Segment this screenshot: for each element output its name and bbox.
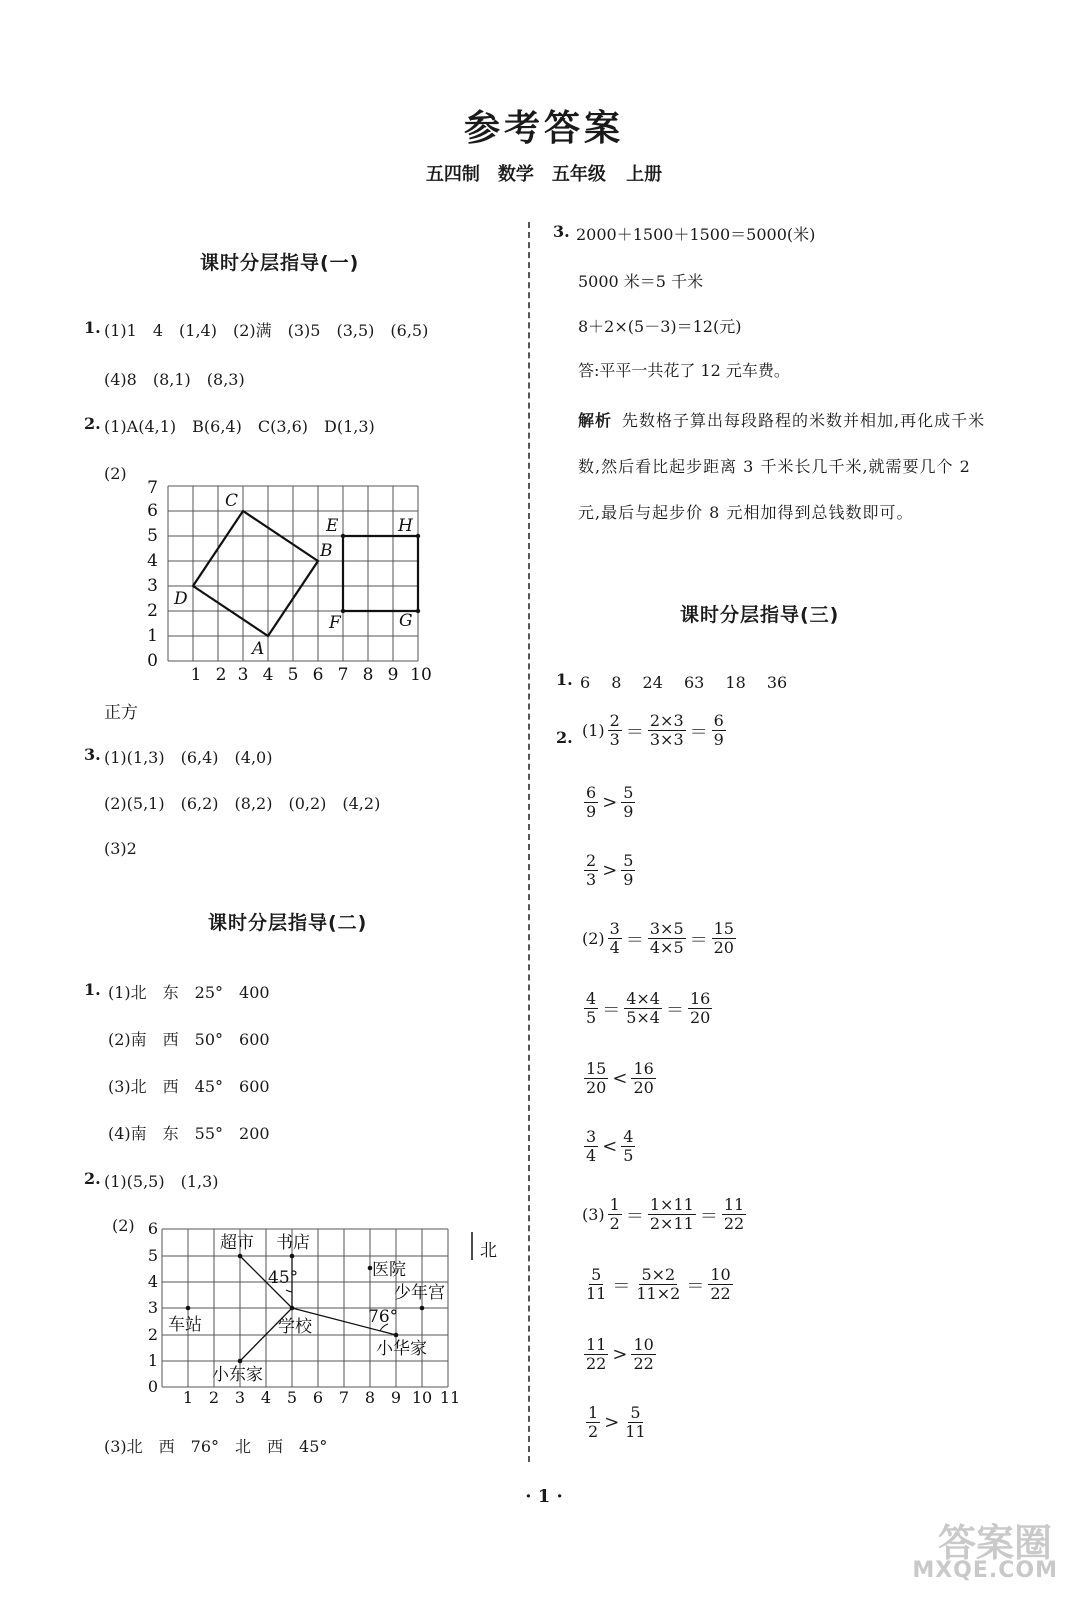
operator: <: [602, 1136, 618, 1158]
answer-line: 正方: [104, 703, 138, 723]
fraction: $\frac{5}{9}$: [623, 851, 634, 890]
answer-line: (1)1 4 (1,4) (2)满 (3)5 (3,5) (6,5): [104, 321, 429, 340]
q-number: 2.: [84, 1169, 101, 1188]
angle-label: 45°: [268, 1268, 299, 1288]
x-tick: 7: [337, 665, 349, 685]
operator: >: [602, 860, 618, 882]
answer-line: (2)南 西 50° 600: [108, 1030, 270, 1049]
section-title-3: 课时分层指导(三): [680, 604, 840, 626]
fraction-comparison: [584, 1128, 635, 1166]
watermark-url: MXQE.COM: [912, 1558, 1058, 1583]
fraction: $\frac{6}{9}$: [713, 711, 724, 750]
fraction: $\frac{2\times 3}{3\times 3}$: [649, 711, 684, 750]
analysis-text: 先数格子算出每段路程的米数并相加,再化成千米数,然后看比起步距离 3 千米长几千米,就需要几个 2 元,最后与起步价 8 元相加得到总钱数即可。: [578, 411, 986, 522]
y-tick: 4: [147, 1272, 158, 1291]
operator: ＝: [625, 721, 644, 743]
square-efgh: [343, 536, 418, 611]
fraction-equation: [582, 1196, 746, 1234]
fraction-comparison: [584, 784, 635, 822]
point-label-f: F: [329, 613, 341, 633]
answer-line: 2000＋1500＋1500＝5000(米): [576, 225, 816, 244]
answer-line: (2): [112, 1216, 135, 1235]
operator: ＝: [625, 1205, 644, 1227]
fraction-comparison: [584, 852, 635, 890]
fraction: $\frac{4}{5}$: [586, 989, 597, 1028]
page-title: 参考答案: [463, 107, 624, 149]
answer-line: (3)北 西 76° 北 西 45°: [104, 1437, 328, 1456]
y-tick: 6: [147, 501, 158, 521]
fraction-equation: [584, 990, 712, 1028]
x-tick: 10: [410, 665, 432, 685]
x-tick: 3: [234, 1388, 246, 1407]
operator: ＝: [602, 999, 621, 1021]
x-tick: 9: [390, 1388, 402, 1407]
answer-line: (3)2: [104, 839, 137, 858]
angle-label: 76°: [368, 1307, 399, 1327]
fraction: $\frac{3}{4}$: [609, 919, 620, 958]
x-tick: 1: [190, 665, 202, 685]
q-number: 2.: [84, 414, 101, 433]
operator: ＝: [625, 929, 644, 951]
fraction: $\frac{10}{22}$: [633, 1335, 654, 1374]
page-subtitle: 五四制 数学 五年级 上册: [425, 164, 663, 185]
section-title-2: 课时分层指导(二): [208, 912, 368, 934]
part-label: (2): [582, 929, 605, 949]
fraction: $\frac{16}{20}$: [689, 989, 711, 1028]
y-tick: 7: [147, 478, 158, 498]
place-school: 学校: [278, 1317, 312, 1337]
fraction: $\frac{10}{22}$: [710, 1265, 731, 1304]
square-abcd: [193, 511, 318, 636]
answer-line: (4)南 东 55° 200: [108, 1124, 270, 1143]
fraction: $\frac{1}{2}$: [609, 1195, 620, 1234]
fraction: $\frac{2}{3}$: [586, 851, 597, 890]
answer-line: 答:平平一共花了 12 元车费。: [578, 361, 790, 380]
x-tick: 5: [287, 665, 299, 685]
north-label: 北: [480, 1241, 497, 1261]
answer-line: 8＋2×(5－3)＝12(元): [578, 317, 742, 336]
x-tick: 11: [439, 1388, 461, 1407]
operator: >: [602, 792, 618, 814]
operator: ＝: [612, 1275, 631, 1297]
x-tick: 9: [387, 665, 399, 685]
point-label-e: E: [326, 516, 339, 536]
analysis-paragraph: [578, 398, 990, 536]
answer-line: 5000 米＝5 千米: [578, 272, 704, 291]
fraction: $\frac{1}{2}$: [588, 1403, 599, 1442]
fraction-equation: [582, 920, 736, 958]
answer-line: (2)(5,1) (6,2) (8,2) (0,2) (4,2): [104, 794, 381, 813]
y-tick: 2: [147, 601, 158, 621]
x-tick: 2: [208, 1388, 220, 1407]
answer-line: (4)8 (8,1) (8,3): [104, 370, 245, 389]
q-number: 2.: [556, 728, 573, 747]
fraction-comparison: [586, 1404, 648, 1442]
x-tick: 6: [312, 1388, 324, 1407]
point-label-c: C: [225, 491, 239, 511]
answer-line: (3)北 西 45° 600: [108, 1077, 270, 1096]
fraction: $\frac{16}{20}$: [633, 1059, 654, 1098]
page-number: · 1 ·: [525, 1486, 563, 1507]
part-label: (1): [582, 721, 605, 741]
x-tick: 3: [237, 665, 249, 685]
q-number: 1.: [556, 670, 573, 689]
q-number: 3.: [553, 222, 570, 241]
q-number: 3.: [84, 745, 101, 764]
x-tick: 7: [338, 1388, 350, 1407]
fraction-comparison: [584, 1060, 656, 1098]
operator: >: [612, 1344, 628, 1366]
x-tick: 8: [364, 1388, 376, 1407]
fraction: $\frac{15}{20}$: [586, 1059, 607, 1098]
y-tick: 3: [147, 1298, 158, 1317]
x-tick: 5: [286, 1388, 298, 1407]
place-xiaodong-home: 小东家: [212, 1365, 263, 1385]
place-xiaohua-home: 小华家: [376, 1339, 427, 1359]
section-title-1: 课时分层指导(一): [200, 252, 360, 274]
point-label-d: D: [174, 589, 188, 609]
fraction: $\frac{6}{9}$: [586, 783, 597, 822]
answer-line: (1)(1,3) (6,4) (4,0): [104, 748, 273, 767]
watermark-logo: 答案圈: [937, 1521, 1052, 1565]
y-tick: 1: [147, 1351, 158, 1370]
point-label-a: A: [252, 639, 265, 659]
q-number: 1.: [84, 318, 101, 337]
answer-line: (1)A(4,1) B(6,4) C(3,6) D(1,3): [104, 417, 375, 436]
point-label-b: B: [320, 541, 333, 561]
point-label-h: H: [398, 516, 413, 536]
column-divider: [528, 222, 530, 1462]
x-tick: 4: [262, 665, 274, 685]
y-tick: 3: [147, 576, 158, 596]
y-tick: 2: [147, 1325, 158, 1344]
fraction: $\frac{4\times 4}{5\times 4}$: [626, 989, 660, 1028]
fraction: $\frac{5\times 2}{11\times 2}$: [636, 1265, 681, 1304]
answer-line: (2): [104, 464, 127, 483]
part-label: (3): [582, 1205, 605, 1225]
fraction: $\frac{11}{22}$: [586, 1335, 607, 1374]
fraction: $\frac{5}{11}$: [625, 1403, 646, 1442]
analysis-label: 解析: [578, 411, 613, 430]
operator: ＝: [686, 1275, 705, 1297]
operator: ＝: [665, 999, 684, 1021]
fraction: $\frac{2}{3}$: [609, 711, 620, 750]
fraction: $\frac{5}{11}$: [586, 1265, 607, 1304]
q-number: 1.: [84, 980, 101, 999]
x-tick: 10: [411, 1388, 433, 1407]
fraction-comparison: [584, 1336, 656, 1374]
place-station: 车站: [168, 1315, 202, 1335]
coordinate-grid-1: [140, 476, 440, 692]
place-hospital: 医院: [372, 1260, 406, 1280]
fraction: $\frac{11}{22}$: [723, 1195, 745, 1234]
x-tick: 6: [312, 665, 324, 685]
fraction: $\frac{1\times 11}{2\times 11}$: [649, 1195, 694, 1234]
fraction-equation: [582, 712, 726, 750]
place-bookstore: 书店: [276, 1233, 310, 1253]
y-tick: 4: [147, 551, 158, 571]
coordinate-grid-2: [140, 1218, 510, 1408]
y-tick: 5: [147, 1246, 158, 1265]
point-label-g: G: [399, 611, 413, 631]
fraction: $\frac{4}{5}$: [623, 1127, 634, 1166]
answer-line: (1)北 东 25° 400: [108, 983, 270, 1002]
operator: ＝: [689, 721, 708, 743]
x-tick: 0: [147, 1377, 158, 1396]
fraction: $\frac{15}{20}$: [713, 919, 734, 958]
y-tick: 0: [147, 651, 158, 671]
place-youth-palace: 少年宫: [394, 1283, 445, 1303]
x-tick: 4: [260, 1388, 272, 1407]
operator: ＝: [689, 929, 708, 951]
fraction: $\frac{5}{9}$: [623, 783, 634, 822]
y-tick: 5: [147, 526, 158, 546]
operator: ＝: [699, 1205, 718, 1227]
x-tick: 2: [215, 665, 227, 685]
y-tick: 6: [147, 1219, 158, 1238]
x-tick: 8: [362, 665, 374, 685]
y-tick: 1: [147, 626, 158, 646]
answer-line: 6 8 24 63 18 36: [580, 673, 788, 692]
fraction: $\frac{3}{4}$: [586, 1127, 597, 1166]
operator: <: [612, 1068, 628, 1090]
fraction: $\frac{3\times 5}{4\times 5}$: [649, 919, 684, 958]
fraction-equation: [584, 1266, 733, 1304]
answer-line: (1)(5,5) (1,3): [104, 1172, 219, 1191]
place-supermarket: 超市: [220, 1233, 254, 1253]
operator: >: [604, 1412, 620, 1434]
x-tick: 1: [182, 1388, 194, 1407]
